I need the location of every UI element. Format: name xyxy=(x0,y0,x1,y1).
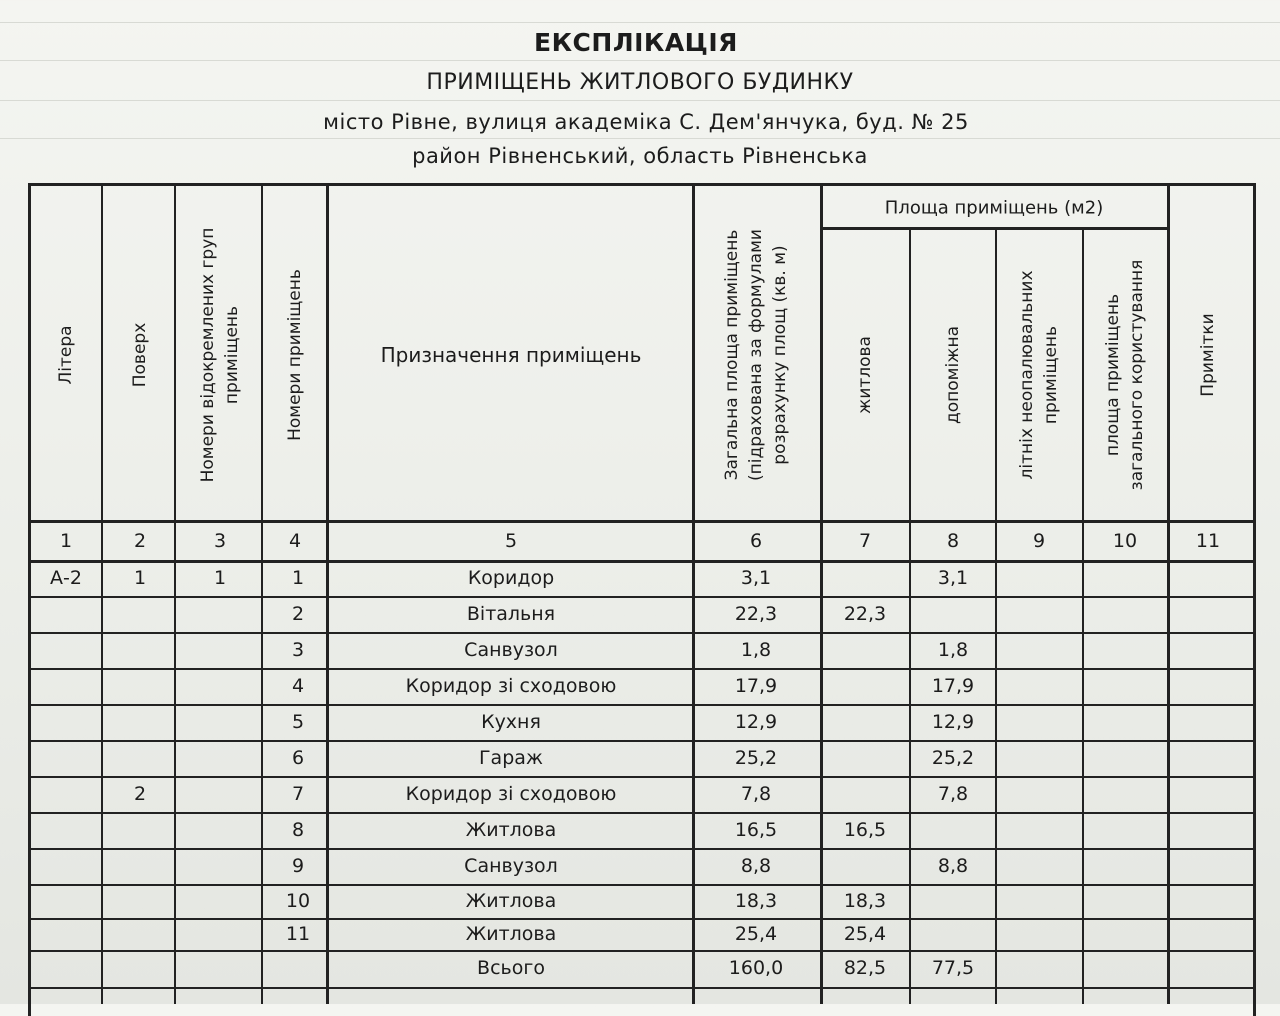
column-divider xyxy=(692,186,695,1004)
header-notes: Примітки xyxy=(1198,313,1218,397)
column-divider xyxy=(1082,228,1084,1004)
address-line: місто Рівне, вулиця академіка С. Дем'янчука, буд. № 25 xyxy=(323,110,969,134)
cell-total-area: 12,9 xyxy=(734,711,778,733)
cell-total-area: 25,4 xyxy=(734,923,778,945)
row-line xyxy=(28,950,1253,952)
column-number: 10 xyxy=(1112,530,1138,552)
cell-floor: 1 xyxy=(133,567,147,589)
header-common-area: площа приміщень загального користування xyxy=(1103,259,1147,491)
header-room-numbers: Номери приміщень xyxy=(285,269,305,441)
paper-line xyxy=(0,100,1280,101)
cell-total-area: 25,2 xyxy=(734,747,778,769)
cell-room-number: 4 xyxy=(291,675,305,697)
column-divider xyxy=(909,228,911,1004)
column-number: 7 xyxy=(858,530,872,552)
column-number: 1 xyxy=(59,530,73,552)
cell-room-number: 6 xyxy=(291,747,305,769)
header-bottom-line xyxy=(28,520,1253,523)
cell-aux-area: 77,5 xyxy=(931,957,975,979)
region-line: район Рівненський, область Рівненська xyxy=(412,144,868,168)
cell-room-name: Коридор зі сходовою xyxy=(405,675,617,697)
header-room-purpose: Призначення приміщень xyxy=(380,343,642,367)
column-number: 5 xyxy=(504,530,518,552)
header-living: житлова xyxy=(855,336,875,414)
paper-line xyxy=(0,138,1280,139)
cell-room-number: 9 xyxy=(291,855,305,877)
column-number: 6 xyxy=(749,530,763,552)
cell-total-area: 1,8 xyxy=(740,639,772,661)
column-number: 9 xyxy=(1032,530,1046,552)
cell-room-number: 2 xyxy=(291,603,305,625)
cell-living-area: 22,3 xyxy=(843,603,887,625)
cell-living-area: 25,4 xyxy=(843,923,887,945)
row-line xyxy=(28,987,1253,989)
cell-room-number: 8 xyxy=(291,819,305,841)
header-area-group: Площа приміщень (м2) xyxy=(884,197,1104,219)
cell-room-name: Санвузол xyxy=(464,639,558,661)
cell-total-area: 16,5 xyxy=(734,819,778,841)
header-summer-rooms: літніх неопалювальних приміщень xyxy=(1017,270,1061,480)
cell-total-area: 18,3 xyxy=(734,890,778,912)
cell-living-area: 82,5 xyxy=(843,957,887,979)
cell-living-area: 18,3 xyxy=(843,890,887,912)
document-title: ЕКСПЛІКАЦІЯ xyxy=(534,28,738,57)
row-line xyxy=(28,704,1253,706)
cell-total-area: 8,8 xyxy=(740,855,772,877)
column-divider xyxy=(326,186,329,1004)
paper-line xyxy=(0,22,1280,23)
cell-aux-area: 17,9 xyxy=(931,675,975,697)
column-divider xyxy=(820,186,823,1004)
header-auxiliary: допоміжна xyxy=(943,325,963,425)
column-divider xyxy=(261,186,263,1004)
cell-room-name: Коридор зі сходовою xyxy=(405,783,617,805)
column-number: 2 xyxy=(133,530,147,552)
cell-total-area: 17,9 xyxy=(734,675,778,697)
row-line xyxy=(28,848,1253,850)
group-header-divider xyxy=(820,227,1170,230)
cell-room-name: Санвузол xyxy=(464,855,558,877)
cell-room-name: Всього xyxy=(477,957,545,979)
header-group-numbers: Номери відокремлених груп приміщень xyxy=(198,227,242,483)
document-subtitle: ПРИМІЩЕНЬ ЖИТЛОВОГО БУДИНКУ xyxy=(426,70,854,95)
cell-aux-area: 3,1 xyxy=(937,567,969,589)
header-litera: Літера xyxy=(56,325,76,385)
row-line xyxy=(28,776,1253,778)
row-line xyxy=(28,812,1253,814)
cell-room-number: 1 xyxy=(291,567,305,589)
cell-room-number: 7 xyxy=(291,783,305,805)
column-number: 11 xyxy=(1195,530,1221,552)
cell-room-name: Житлова xyxy=(465,923,557,945)
column-number: 8 xyxy=(946,530,960,552)
cell-room-name: Житлова xyxy=(465,819,557,841)
row-line xyxy=(28,596,1253,598)
cell-total-area: 22,3 xyxy=(734,603,778,625)
cell-litera: А-2 xyxy=(50,567,82,589)
column-number: 4 xyxy=(288,530,302,552)
header-floor: Поверх xyxy=(130,322,150,388)
cell-room-number: 5 xyxy=(291,711,305,733)
cell-room-name: Житлова xyxy=(465,890,557,912)
cell-room-number: 11 xyxy=(285,923,311,945)
column-divider xyxy=(995,228,997,1004)
cell-room-number: 3 xyxy=(291,639,305,661)
row-line xyxy=(28,884,1253,886)
column-divider xyxy=(1167,186,1170,1004)
cell-floor: 2 xyxy=(133,783,147,805)
row-line xyxy=(28,918,1253,920)
cell-aux-area: 8,8 xyxy=(937,855,969,877)
row-line xyxy=(28,668,1253,670)
header-total-area: Загальна площа приміщень (підрахована за формулами розрахунку площ (кв. м) xyxy=(722,229,790,481)
paper-line xyxy=(0,60,1280,61)
cell-total-area: 3,1 xyxy=(740,567,772,589)
cell-room-name: Кухня xyxy=(481,711,541,733)
cell-total-area: 7,8 xyxy=(740,783,772,805)
column-numbers-line xyxy=(28,560,1253,563)
cell-total-area: 160,0 xyxy=(728,957,784,979)
cell-aux-area: 1,8 xyxy=(937,639,969,661)
cell-aux-area: 12,9 xyxy=(931,711,975,733)
cell-group: 1 xyxy=(213,567,227,589)
row-line xyxy=(28,740,1253,742)
cell-room-name: Вітальня xyxy=(466,603,556,625)
column-number: 3 xyxy=(213,530,227,552)
cell-room-name: Гараж xyxy=(478,747,544,769)
column-divider xyxy=(101,186,103,1004)
cell-living-area: 16,5 xyxy=(843,819,887,841)
row-line xyxy=(28,632,1253,634)
column-divider xyxy=(174,186,176,1004)
cell-aux-area: 7,8 xyxy=(937,783,969,805)
cell-room-name: Коридор xyxy=(467,567,555,589)
cell-room-number: 10 xyxy=(285,890,311,912)
cell-aux-area: 25,2 xyxy=(931,747,975,769)
